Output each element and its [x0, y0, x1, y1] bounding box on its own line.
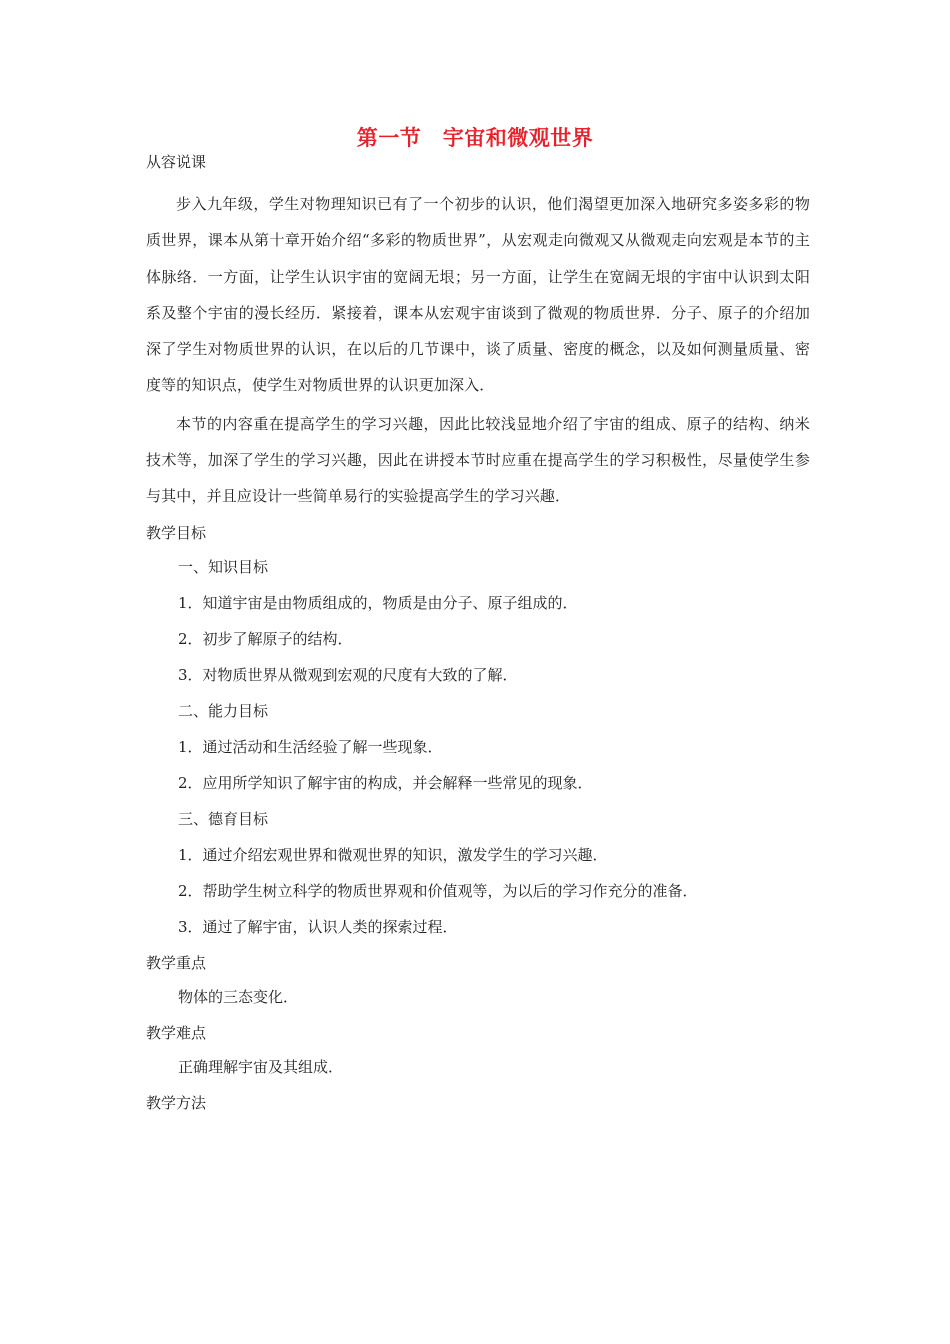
section-heading-method: 教学方法 [146, 1093, 207, 1112]
list-item: 1．知道宇宙是由物质组成的，物质是由分子、原子组成的． [178, 593, 578, 612]
section-heading-congrong: 从容说课 [146, 153, 207, 171]
document-body [146, 148, 810, 1117]
subheading-knowledge: 一、知识目标 [178, 557, 269, 576]
list-item: 2．应用所学知识了解宇宙的构成，并会解释一些常见的现象． [178, 773, 593, 792]
difficulty-text: 正确理解宇宙及其组成． [178, 1057, 344, 1076]
paragraph-intro-2: 本节的内容重在提高学生的学习兴趣，因此比较浅显地介绍了宇宙的组成、原子的结构、纳米技术等，加深了学生的学习兴趣，因此在讲授本节时应重在提高学生的学习积极性，尽量使学生参与其中，并且应设计一些简单易行的实验提高学生的学习兴趣． [146, 414, 810, 506]
paragraph-intro-1: 步入九年级，学生对物理知识已有了一个初步的认识，他们渴望更加深入地研究多姿多彩的物质世界，课本从第十章开始介绍“多彩的物质世界”，从宏观走向微观又从微观走向宏观是本节的主体脉络．一方面，让学生认识宇宙的宽阔无垠；另一方面，让学生在宽阔无垠的宇宙中认识到太阳系及整个宇宙的漫长经历．紧接着，课本从宏观宇宙谈到了微观的物质世界．分子、原子的介绍加深了学生对物质世界的认识，在以后的几节课中，谈了质量、密度的概念，以及如何测量质量、密度等的知识点，使学生对物质世界的认识更加深入． [146, 195, 810, 395]
subheading-ability: 二、能力目标 [178, 701, 269, 720]
list-item: 2．帮助学生树立科学的物质世界观和价值观等，为以后的学习作充分的准备． [178, 881, 698, 900]
list-item: 3．对物质世界从微观到宏观的尺度有大致的了解． [178, 665, 518, 684]
key-point-text: 物体的三态变化． [178, 987, 299, 1006]
list-item: 1．通过介绍宏观世界和微观世界的知识，激发学生的学习兴趣． [178, 845, 608, 864]
list-item: 2．初步了解原子的结构． [178, 629, 353, 648]
list-item: 1．通过活动和生活经验了解一些现象． [178, 737, 443, 756]
list-item: 3．通过了解宇宙，认识人类的探索过程． [178, 917, 458, 936]
page-title: 第一节 宇宙和微观世界 [356, 125, 594, 150]
subheading-moral: 三、德育目标 [178, 809, 269, 828]
section-heading-key-point: 教学重点 [146, 953, 207, 972]
section-heading-difficulty: 教学难点 [146, 1023, 207, 1042]
section-heading-goals: 教学目标 [146, 523, 207, 542]
